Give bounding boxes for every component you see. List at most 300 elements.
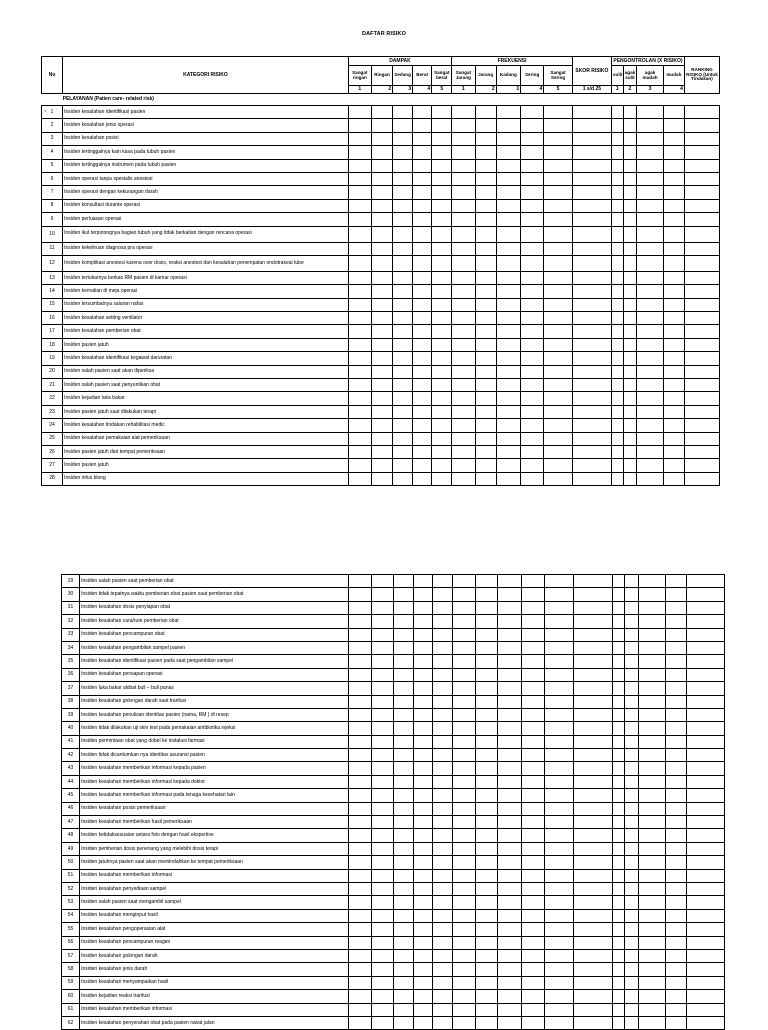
score-cell[interactable]	[497, 990, 521, 1003]
score-cell[interactable]	[452, 146, 475, 159]
score-cell[interactable]	[623, 365, 637, 378]
score-cell[interactable]	[625, 749, 639, 762]
score-cell[interactable]	[453, 695, 476, 708]
score-cell[interactable]	[432, 990, 452, 1003]
score-cell[interactable]	[574, 976, 613, 989]
score-cell[interactable]	[572, 132, 611, 145]
score-cell[interactable]	[476, 816, 497, 829]
score-cell[interactable]	[475, 352, 496, 365]
score-cell[interactable]	[663, 106, 684, 119]
score-cell[interactable]	[393, 682, 413, 695]
score-cell[interactable]	[496, 298, 520, 311]
score-cell[interactable]	[623, 172, 637, 185]
score-cell[interactable]	[371, 392, 392, 405]
score-cell[interactable]	[348, 641, 371, 654]
score-cell[interactable]	[522, 762, 545, 775]
score-cell[interactable]	[432, 909, 452, 922]
score-cell[interactable]	[545, 829, 574, 842]
score-cell[interactable]	[522, 1003, 545, 1016]
score-cell[interactable]	[686, 802, 724, 815]
score-cell[interactable]	[393, 789, 413, 802]
score-cell[interactable]	[496, 459, 520, 472]
score-cell[interactable]	[348, 695, 371, 708]
score-cell[interactable]	[663, 312, 684, 325]
score-cell[interactable]	[686, 575, 724, 588]
score-cell[interactable]	[637, 186, 663, 199]
score-cell[interactable]	[625, 990, 639, 1003]
score-cell[interactable]	[475, 186, 496, 199]
score-cell[interactable]	[348, 829, 371, 842]
score-cell[interactable]	[348, 445, 371, 458]
score-cell[interactable]	[638, 990, 665, 1003]
score-cell[interactable]	[372, 655, 393, 668]
score-cell[interactable]	[497, 923, 521, 936]
score-cell[interactable]	[348, 186, 371, 199]
score-cell[interactable]	[348, 106, 371, 119]
score-cell[interactable]	[572, 119, 611, 132]
score-cell[interactable]	[574, 936, 613, 949]
score-cell[interactable]	[413, 789, 432, 802]
score-cell[interactable]	[413, 186, 432, 199]
score-cell[interactable]	[432, 949, 452, 962]
score-cell[interactable]	[413, 749, 432, 762]
score-cell[interactable]	[663, 338, 684, 351]
score-cell[interactable]	[613, 762, 625, 775]
score-cell[interactable]	[637, 392, 663, 405]
score-cell[interactable]	[393, 172, 413, 185]
score-cell[interactable]	[348, 615, 371, 628]
score-cell[interactable]	[545, 949, 574, 962]
score-cell[interactable]	[371, 379, 392, 392]
score-cell[interactable]	[497, 655, 521, 668]
score-cell[interactable]	[413, 641, 432, 654]
score-cell[interactable]	[545, 735, 574, 748]
score-cell[interactable]	[638, 762, 665, 775]
score-cell[interactable]	[413, 199, 432, 212]
score-cell[interactable]	[613, 936, 625, 949]
score-cell[interactable]	[684, 459, 719, 472]
score-cell[interactable]	[613, 802, 625, 815]
score-cell[interactable]	[625, 789, 639, 802]
score-cell[interactable]	[476, 695, 497, 708]
score-cell[interactable]	[613, 976, 625, 989]
score-cell[interactable]	[371, 226, 392, 242]
score-cell[interactable]	[521, 213, 544, 226]
score-cell[interactable]	[371, 419, 392, 432]
score-cell[interactable]	[665, 842, 686, 855]
score-cell[interactable]	[453, 869, 476, 882]
score-cell[interactable]	[625, 802, 639, 815]
score-cell[interactable]	[432, 255, 452, 271]
score-cell[interactable]	[413, 708, 432, 721]
score-cell[interactable]	[623, 459, 637, 472]
score-cell[interactable]	[475, 459, 496, 472]
score-cell[interactable]	[574, 816, 613, 829]
score-cell[interactable]	[497, 789, 521, 802]
score-cell[interactable]	[475, 432, 496, 445]
score-cell[interactable]	[638, 722, 665, 735]
score-cell[interactable]	[686, 735, 724, 748]
score-cell[interactable]	[611, 213, 623, 226]
score-cell[interactable]	[572, 213, 611, 226]
score-cell[interactable]	[625, 588, 639, 601]
score-cell[interactable]	[497, 896, 521, 909]
score-cell[interactable]	[521, 432, 544, 445]
score-cell[interactable]	[663, 242, 684, 255]
score-cell[interactable]	[453, 909, 476, 922]
score-cell[interactable]	[372, 923, 393, 936]
score-cell[interactable]	[545, 575, 574, 588]
score-cell[interactable]	[574, 749, 613, 762]
score-cell[interactable]	[637, 325, 663, 338]
score-cell[interactable]	[432, 106, 452, 119]
score-cell[interactable]	[413, 298, 432, 311]
score-cell[interactable]	[432, 882, 452, 895]
score-cell[interactable]	[638, 909, 665, 922]
score-cell[interactable]	[475, 242, 496, 255]
score-cell[interactable]	[372, 802, 393, 815]
score-cell[interactable]	[522, 896, 545, 909]
score-cell[interactable]	[637, 146, 663, 159]
score-cell[interactable]	[452, 338, 475, 351]
score-cell[interactable]	[572, 106, 611, 119]
score-cell[interactable]	[393, 668, 413, 681]
score-cell[interactable]	[372, 668, 393, 681]
score-cell[interactable]	[348, 762, 371, 775]
score-cell[interactable]	[476, 896, 497, 909]
score-cell[interactable]	[393, 775, 413, 788]
score-cell[interactable]	[476, 749, 497, 762]
score-cell[interactable]	[665, 923, 686, 936]
score-cell[interactable]	[432, 365, 452, 378]
score-cell[interactable]	[623, 213, 637, 226]
score-cell[interactable]	[611, 146, 623, 159]
score-cell[interactable]	[623, 419, 637, 432]
score-cell[interactable]	[393, 882, 413, 895]
score-cell[interactable]	[393, 1016, 413, 1029]
score-cell[interactable]	[348, 735, 371, 748]
score-cell[interactable]	[393, 749, 413, 762]
score-cell[interactable]	[432, 708, 452, 721]
score-cell[interactable]	[453, 923, 476, 936]
score-cell[interactable]	[393, 325, 413, 338]
score-cell[interactable]	[522, 615, 545, 628]
score-cell[interactable]	[432, 695, 452, 708]
score-cell[interactable]	[665, 963, 686, 976]
score-cell[interactable]	[572, 379, 611, 392]
score-cell[interactable]	[638, 949, 665, 962]
score-cell[interactable]	[684, 199, 719, 212]
score-cell[interactable]	[476, 762, 497, 775]
score-cell[interactable]	[475, 255, 496, 271]
score-cell[interactable]	[521, 379, 544, 392]
score-cell[interactable]	[413, 735, 432, 748]
score-cell[interactable]	[684, 432, 719, 445]
score-cell[interactable]	[453, 856, 476, 869]
score-cell[interactable]	[625, 949, 639, 962]
score-cell[interactable]	[413, 949, 432, 962]
score-cell[interactable]	[413, 816, 432, 829]
score-cell[interactable]	[393, 1003, 413, 1016]
score-cell[interactable]	[611, 352, 623, 365]
score-cell[interactable]	[393, 923, 413, 936]
score-cell[interactable]	[637, 365, 663, 378]
score-cell[interactable]	[574, 708, 613, 721]
score-cell[interactable]	[475, 419, 496, 432]
score-cell[interactable]	[453, 575, 476, 588]
score-cell[interactable]	[413, 936, 432, 949]
score-cell[interactable]	[348, 1003, 371, 1016]
score-cell[interactable]	[496, 432, 520, 445]
score-cell[interactable]	[453, 990, 476, 1003]
score-cell[interactable]	[572, 159, 611, 172]
score-cell[interactable]	[522, 869, 545, 882]
score-cell[interactable]	[432, 896, 452, 909]
score-cell[interactable]	[413, 445, 432, 458]
score-cell[interactable]	[372, 735, 393, 748]
score-cell[interactable]	[348, 575, 371, 588]
score-cell[interactable]	[544, 459, 573, 472]
score-cell[interactable]	[476, 682, 497, 695]
score-cell[interactable]	[497, 615, 521, 628]
score-cell[interactable]	[496, 132, 520, 145]
score-cell[interactable]	[413, 762, 432, 775]
score-cell[interactable]	[348, 172, 371, 185]
score-cell[interactable]	[623, 199, 637, 212]
score-cell[interactable]	[496, 325, 520, 338]
score-cell[interactable]	[497, 816, 521, 829]
score-cell[interactable]	[497, 829, 521, 842]
score-cell[interactable]	[348, 472, 371, 485]
score-cell[interactable]	[432, 405, 452, 418]
score-cell[interactable]	[497, 749, 521, 762]
score-cell[interactable]	[686, 775, 724, 788]
score-cell[interactable]	[371, 106, 392, 119]
score-cell[interactable]	[686, 882, 724, 895]
score-cell[interactable]	[348, 816, 371, 829]
score-cell[interactable]	[393, 615, 413, 628]
score-cell[interactable]	[686, 789, 724, 802]
score-cell[interactable]	[393, 816, 413, 829]
score-cell[interactable]	[545, 641, 574, 654]
score-cell[interactable]	[432, 119, 452, 132]
score-cell[interactable]	[572, 325, 611, 338]
score-cell[interactable]	[371, 365, 392, 378]
score-cell[interactable]	[393, 392, 413, 405]
score-cell[interactable]	[348, 159, 371, 172]
score-cell[interactable]	[637, 226, 663, 242]
score-cell[interactable]	[413, 802, 432, 815]
score-cell[interactable]	[684, 298, 719, 311]
score-cell[interactable]	[625, 722, 639, 735]
score-cell[interactable]	[572, 338, 611, 351]
score-cell[interactable]	[625, 896, 639, 909]
score-cell[interactable]	[544, 199, 573, 212]
score-cell[interactable]	[432, 655, 452, 668]
score-cell[interactable]	[413, 829, 432, 842]
score-cell[interactable]	[432, 615, 452, 628]
score-cell[interactable]	[574, 601, 613, 614]
score-cell[interactable]	[684, 271, 719, 284]
score-cell[interactable]	[432, 749, 452, 762]
score-cell[interactable]	[476, 856, 497, 869]
score-cell[interactable]	[476, 882, 497, 895]
score-cell[interactable]	[413, 668, 432, 681]
score-cell[interactable]	[686, 816, 724, 829]
score-cell[interactable]	[544, 325, 573, 338]
score-cell[interactable]	[544, 213, 573, 226]
score-cell[interactable]	[372, 869, 393, 882]
score-cell[interactable]	[496, 271, 520, 284]
score-cell[interactable]	[544, 242, 573, 255]
score-cell[interactable]	[452, 106, 475, 119]
score-cell[interactable]	[545, 695, 574, 708]
score-cell[interactable]	[544, 432, 573, 445]
score-cell[interactable]	[476, 735, 497, 748]
score-cell[interactable]	[686, 749, 724, 762]
score-cell[interactable]	[371, 119, 392, 132]
score-cell[interactable]	[638, 749, 665, 762]
score-cell[interactable]	[684, 242, 719, 255]
score-cell[interactable]	[545, 896, 574, 909]
score-cell[interactable]	[663, 255, 684, 271]
score-cell[interactable]	[613, 896, 625, 909]
score-cell[interactable]	[413, 775, 432, 788]
score-cell[interactable]	[638, 775, 665, 788]
score-cell[interactable]	[371, 459, 392, 472]
score-cell[interactable]	[572, 285, 611, 298]
score-cell[interactable]	[686, 641, 724, 654]
score-cell[interactable]	[475, 405, 496, 418]
score-cell[interactable]	[638, 1003, 665, 1016]
score-cell[interactable]	[572, 146, 611, 159]
score-cell[interactable]	[663, 186, 684, 199]
score-cell[interactable]	[432, 445, 452, 458]
score-cell[interactable]	[475, 445, 496, 458]
score-cell[interactable]	[413, 655, 432, 668]
score-cell[interactable]	[611, 325, 623, 338]
score-cell[interactable]	[413, 352, 432, 365]
score-cell[interactable]	[372, 856, 393, 869]
score-cell[interactable]	[413, 392, 432, 405]
score-cell[interactable]	[348, 352, 371, 365]
score-cell[interactable]	[544, 365, 573, 378]
score-cell[interactable]	[572, 271, 611, 284]
score-cell[interactable]	[496, 445, 520, 458]
score-cell[interactable]	[637, 379, 663, 392]
score-cell[interactable]	[574, 695, 613, 708]
score-cell[interactable]	[572, 445, 611, 458]
score-cell[interactable]	[521, 106, 544, 119]
score-cell[interactable]	[663, 459, 684, 472]
score-cell[interactable]	[637, 338, 663, 351]
score-cell[interactable]	[452, 159, 475, 172]
score-cell[interactable]	[665, 1003, 686, 1016]
score-cell[interactable]	[686, 936, 724, 949]
score-cell[interactable]	[545, 655, 574, 668]
score-cell[interactable]	[637, 159, 663, 172]
score-cell[interactable]	[348, 285, 371, 298]
score-cell[interactable]	[497, 949, 521, 962]
score-cell[interactable]	[623, 405, 637, 418]
score-cell[interactable]	[521, 186, 544, 199]
score-cell[interactable]	[453, 936, 476, 949]
score-cell[interactable]	[611, 298, 623, 311]
score-cell[interactable]	[545, 909, 574, 922]
score-cell[interactable]	[545, 682, 574, 695]
score-cell[interactable]	[663, 472, 684, 485]
score-cell[interactable]	[665, 749, 686, 762]
score-cell[interactable]	[625, 575, 639, 588]
score-cell[interactable]	[522, 909, 545, 922]
score-cell[interactable]	[544, 271, 573, 284]
score-cell[interactable]	[613, 842, 625, 855]
score-cell[interactable]	[544, 338, 573, 351]
score-cell[interactable]	[686, 762, 724, 775]
score-cell[interactable]	[393, 762, 413, 775]
score-cell[interactable]	[393, 628, 413, 641]
score-cell[interactable]	[637, 119, 663, 132]
score-cell[interactable]	[372, 1003, 393, 1016]
score-cell[interactable]	[623, 119, 637, 132]
score-cell[interactable]	[613, 655, 625, 668]
score-cell[interactable]	[637, 242, 663, 255]
score-cell[interactable]	[497, 963, 521, 976]
score-cell[interactable]	[611, 472, 623, 485]
score-cell[interactable]	[522, 628, 545, 641]
score-cell[interactable]	[413, 601, 432, 614]
score-cell[interactable]	[522, 829, 545, 842]
score-cell[interactable]	[348, 802, 371, 815]
score-cell[interactable]	[432, 132, 452, 145]
score-cell[interactable]	[684, 352, 719, 365]
score-cell[interactable]	[348, 909, 371, 922]
score-cell[interactable]	[475, 106, 496, 119]
score-cell[interactable]	[686, 829, 724, 842]
score-cell[interactable]	[665, 722, 686, 735]
score-cell[interactable]	[453, 1003, 476, 1016]
score-cell[interactable]	[413, 882, 432, 895]
score-cell[interactable]	[497, 869, 521, 882]
score-cell[interactable]	[522, 655, 545, 668]
score-cell[interactable]	[665, 588, 686, 601]
score-cell[interactable]	[393, 405, 413, 418]
score-cell[interactable]	[574, 829, 613, 842]
score-cell[interactable]	[684, 146, 719, 159]
score-cell[interactable]	[623, 159, 637, 172]
score-cell[interactable]	[372, 682, 393, 695]
score-cell[interactable]	[371, 199, 392, 212]
score-cell[interactable]	[393, 896, 413, 909]
score-cell[interactable]	[613, 923, 625, 936]
score-cell[interactable]	[572, 472, 611, 485]
score-cell[interactable]	[475, 159, 496, 172]
score-cell[interactable]	[453, 829, 476, 842]
score-cell[interactable]	[452, 419, 475, 432]
score-cell[interactable]	[476, 963, 497, 976]
score-cell[interactable]	[686, 601, 724, 614]
score-cell[interactable]	[686, 909, 724, 922]
score-cell[interactable]	[686, 668, 724, 681]
score-cell[interactable]	[371, 312, 392, 325]
score-cell[interactable]	[545, 1003, 574, 1016]
score-cell[interactable]	[544, 405, 573, 418]
score-cell[interactable]	[371, 132, 392, 145]
score-cell[interactable]	[545, 762, 574, 775]
score-cell[interactable]	[637, 285, 663, 298]
score-cell[interactable]	[665, 896, 686, 909]
score-cell[interactable]	[684, 445, 719, 458]
